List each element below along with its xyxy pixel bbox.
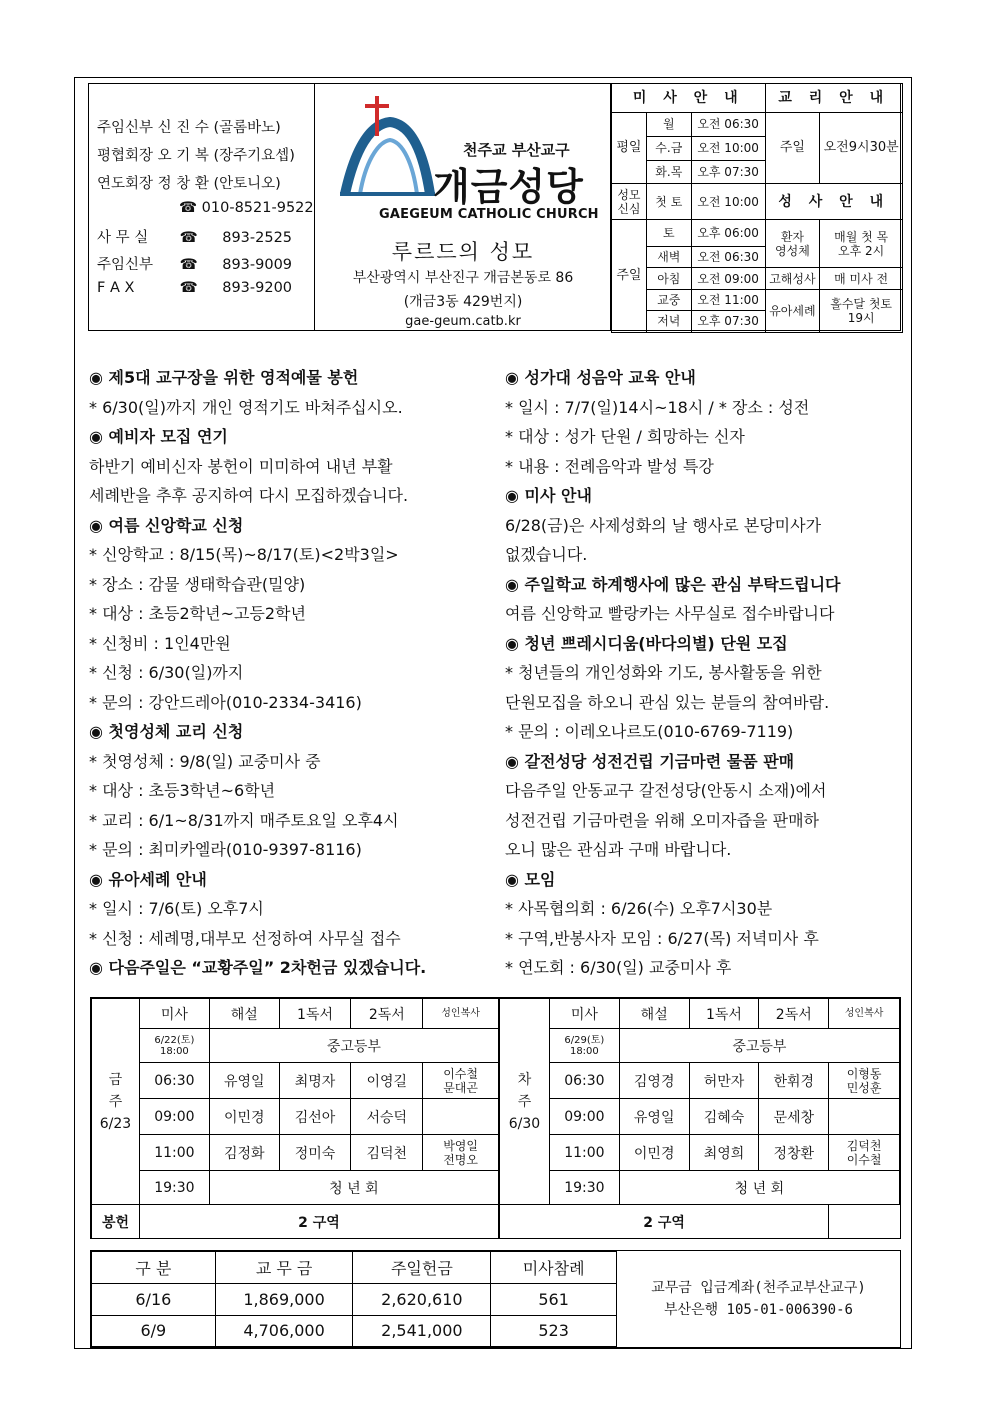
notice-line: * 연도회 : 6/30(일) 교중미사 후 [505,958,732,977]
notice-line: 6/28(금)은 사제성화의 날 행사로 본당미사가 [505,515,822,535]
table-row: 6/16 1,869,000 2,620,610 561 [92,1284,617,1316]
table-row: 09:00 유영일 김혜숙 문세창 [500,1099,900,1135]
notice-heading: ◉ 첫영성체 교리 신청 [89,722,244,741]
notice-line: 없겠습니다. [505,545,588,564]
phone-icon: ☎ [179,230,198,246]
notice-line: * 구역,반봉사자 모임 : 6/27(목) 저녁미사 후 [505,928,819,948]
notice-heading: ◉ 모임 [505,869,556,889]
address-old: (개금3동 429번지) [403,294,523,310]
notice-line: * 장소 : 감물 생태학습관(밀양) [89,574,306,594]
notice-heading: ◉ 유아세례 안내 [89,869,207,889]
notice-heading: ◉ 제5대 교구장을 위한 영적예물 봉헌 [89,368,359,387]
phone-icon: ☎ [179,280,198,296]
staff-row-yeondo: 연도회장 정 창 환 (안토니오) [97,176,281,192]
table-row: 11:00 이민경 최영희 정창환 김덕천 이수철 [500,1135,900,1171]
address-line: 부산광역시 부산진구 개금본동로 86 [352,270,574,286]
notice-heading: ◉ 다음주일은 “교황주일” 2차헌금 있겠습니다. [89,958,427,977]
schedule-table: 미 사 안 내 교 리 안 내 평일 월 오전 06:30 주일 오전9시30분 수.금 오전 10:00 화.목 오후 07:30 성모 신심 첫 토 오전 10:00 성 사 안 내 주일 토 오후 06:00 환자 영성체 매월 첫 목 오후 2시 새벽 오전 06:30 아침 오전 09:00 고해성사 매 미사 전 교중 오전 11:00 유아세례 홀수달 첫토 19시 저녁 오후 07:30 [611,83,903,333]
parish-logo-block [315,84,611,330]
notice-line: * 대상 : 초등3학년~6학년 [89,781,276,800]
table-row: 11:00 김정화 정미숙 김덕천 박영일 전명오 [92,1135,499,1171]
notice-line: * 일시 : 7/6(토) 오후7시 [89,899,264,918]
notice-line: * 사목협의회 : 6/26(수) 오후7시30분 [505,899,773,918]
website-link[interactable]: gae-geum.catb.kr [405,314,521,329]
bulletin-title: 루르드의 성모 [391,240,535,264]
notice-line: * 문의 : 강안드레아(010-2334-3416) [89,692,362,712]
notice-line: * 청년들의 개인성화와 기도, 봉사활동을 위한 [505,663,822,682]
table-row: 09:00 이민경 김선아 서승덕 [92,1099,499,1135]
notice-heading: ◉ 성가대 성음악 교육 안내 [505,368,696,387]
table-row: 06:30 유영일 최명자 이영길 이수철 문대곤 [92,1063,499,1099]
table-row: 6/9 4,706,000 2,541,000 523 [92,1315,617,1347]
notice-line: * 첫영성체 : 9/8(일) 교중미사 중 [89,751,321,771]
table-row: 06:30 김영경 허만자 한휘경 이형동 민성훈 [500,1063,900,1099]
header [88,83,901,331]
notice-line: 세례반을 추후 공지하여 다시 모집하겠습니다. [89,486,409,505]
notice-heading: ◉ 청년 쁘레시디움(바다의별) 단원 모집 [505,633,788,653]
parish-name: 개금성당 [433,165,584,209]
staff-row-priest: 주임신부 신 진 수 (골롬바노) [97,120,281,136]
notice-heading: ◉ 주일학교 하계행사에 많은 관심 부탁드립니다 [505,574,841,594]
notice-line: * 6/30(일)까지 개인 영적기도 바쳐주십시오. [89,397,403,417]
notice-line: * 신청 : 세례명,대부모 선정하여 사무실 접수 [89,928,401,948]
lector-this-week: 금 주 6/23 미사 해설 1독서 2독서 성인복사 6/22(토) 18:00 중고등부 06:30 유영일 최명자 이영길 이수철 문대곤 09:00 이민경 김선아 서승덕 11:00 김정화 정미숙 김덕천 박영일 전명오 19:30 청 년 회 봉헌 2 구역 [91,998,499,1239]
mass-info-title: 미 사 안 내 [612,83,766,113]
notice-line: * 일시 : 7/7(일)14시~18시 / * 장소 : 성전 [505,397,810,417]
notice-line: * 신앙학교 : 8/15(목)~8/17(토)<2박3일> [89,545,399,564]
notice-line: 오니 많은 관심과 구매 바랍니다. [505,840,732,859]
notices-right [505,363,840,983]
notices-left [89,363,426,983]
phone-fax: F A X ☎ 893-9200 [97,280,293,296]
notice-line: * 대상 : 성가 단원 / 희망하는 신자 [505,427,745,446]
notice-line: 다음주일 안동교구 갈전성당(안동시 소재)에서 [505,781,827,800]
notice-line: * 문의 : 이레오나르도(010-6769-7119) [505,722,794,741]
church-cross-icon [335,94,445,204]
lector-schedule [90,997,901,1239]
notice-line: 여름 신앙학교 빨랑카는 사무실로 접수바랍니다 [505,604,835,623]
finance-summary [90,1250,901,1348]
bulletin-page [74,77,912,1349]
notice-heading: ◉ 미사 안내 [505,486,592,505]
notice-heading: ◉ 예비자 모집 연기 [89,427,228,446]
bank-account: 교무금 입금계좌(천주교부산교구) 부산은행 105-01-006390-6 [651,1280,866,1318]
sacrament-title: 성 사 안 내 [765,184,902,220]
staff-row-council: 평협회장 오 기 복 (장주기요셉) [97,148,295,164]
lector-next-week: 차 주 6/30 미사 해설 1독서 2독서 성인복사 6/29(토) 18:00 중고등부 06:30 김영경 허만자 한휘경 이형동 민성훈 09:00 유영일 김혜숙 문세창 11:00 이민경 최영희 정창환 김덕천 이수철 19:30 청 년 회 2 구역 [499,998,900,1239]
phone-office: 사 무 실 ☎ 893-2525 [97,230,293,246]
notice-heading: ◉ 갈전성당 성전건립 기금마련 물품 판매 [505,751,795,771]
notice-line: 단원모집을 하오니 관심 있는 분들의 참여바람. [505,692,830,712]
parish-english-name: GAEGEUM CATHOLIC CHURCH [379,207,599,222]
notice-line: 성전건립 기금마련을 위해 오미자즙을 판매하 [505,810,820,830]
diocese-name: 천주교 부산교구 [463,141,570,159]
notice-heading: ◉ 여름 신앙학교 신청 [89,515,244,535]
finance-table: 구 분 교 무 금 주일헌금 미사참례 6/16 1,869,000 2,620,610 561 6/9 4,706,000 2,541,000 523 [91,1251,617,1347]
notice-line: 하반기 예비신자 봉헌이 미미하여 내년 부활 [89,456,393,476]
phone-priest: 주임신부 ☎ 893-9009 [97,257,293,273]
notice-line: * 신청 : 6/30(일)까지 [89,663,244,682]
notice-line: * 문의 : 최미카엘라(010-9397-8116) [89,840,362,859]
staff-panel [89,84,315,330]
staff-mobile: ☎ 010-8521-9522 [179,200,314,216]
catechism-title: 교 리 안 내 [765,83,902,113]
notice-line: * 내용 : 전례음악과 발성 특강 [505,456,714,476]
notice-line: * 신청비 : 1인4만원 [89,633,231,653]
notice-line: * 교리 : 6/1~8/31까지 매주토요일 오후4시 [89,810,399,830]
phone-icon: ☎ [179,257,198,273]
notice-line: * 대상 : 초등2학년~고등2학년 [89,604,306,623]
